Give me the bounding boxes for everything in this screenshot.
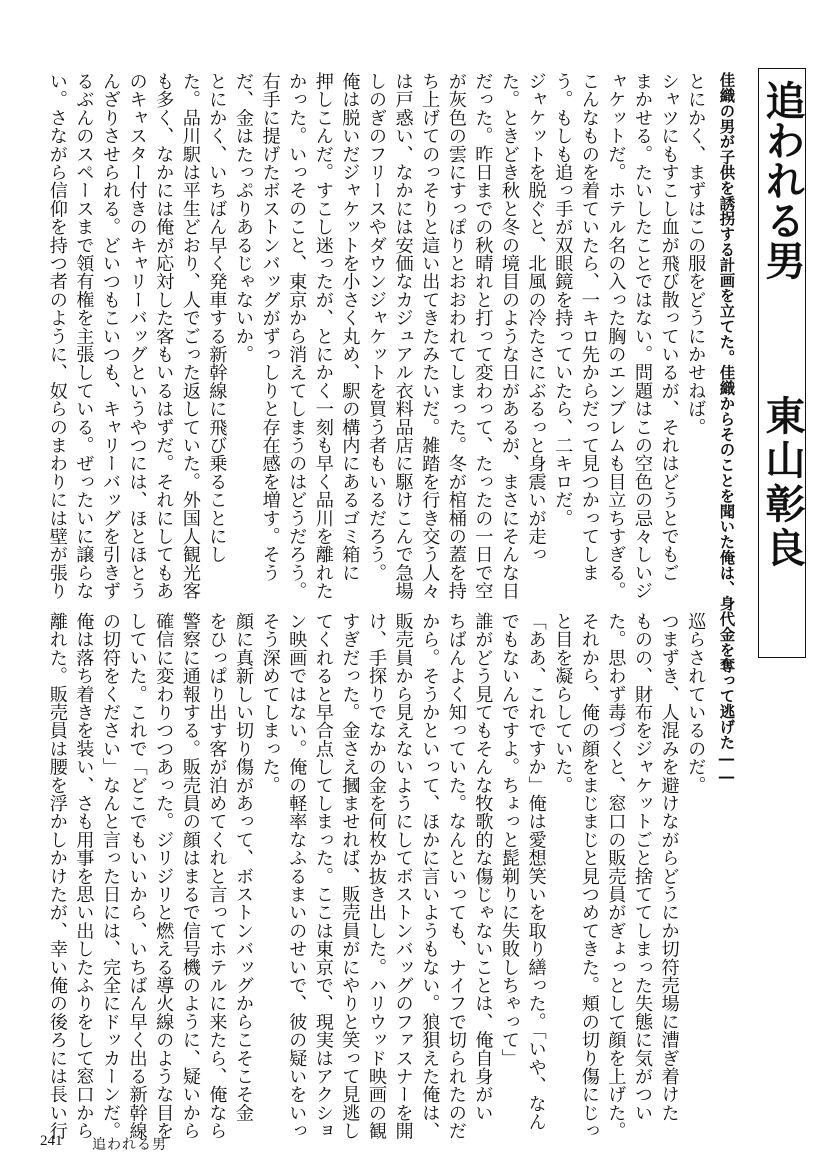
text-column: だった。昨日までの秋晴れと打って変わって、たったの一日で空 bbox=[472, 72, 494, 600]
text-column: 巡らされているのだ。 bbox=[685, 612, 707, 794]
text-column: てくれると早合点してしまった。ここは東京で、現実はアクショ bbox=[312, 612, 334, 1140]
text-column: 俺は脱いだジャケットを小さく丸め、駅の構内にあるゴミ箱に bbox=[339, 72, 361, 582]
text-column: と目を凝らしていた。 bbox=[552, 612, 574, 794]
text-column: すぎだった。金さえ摑ませれば、販売員がにやりと笑って見逃し bbox=[339, 612, 361, 1140]
text-column: だ、金はたっぷりあるじゃないか。 bbox=[233, 72, 254, 364]
author-name: 東山彰良 bbox=[759, 395, 805, 571]
text-column: していた。これで「どこでもいいから、いちばん早く出る新幹線 bbox=[126, 612, 148, 1140]
text-column: 右手に提げたボストンバッグがずっしりと存在感を増す。そう bbox=[259, 72, 281, 582]
page-number: 241 bbox=[40, 1133, 63, 1149]
text-column: 押しこんだ。すこし迷ったが、とにかく一刻も早く品川を離れた bbox=[312, 72, 334, 600]
text-column: しのぎのフリースやダウンジャケットを買う者もいるだろう。 bbox=[366, 72, 387, 582]
text-column: た。思わず毒づくと、窓口の販売員がぎょっとして顔を上げた。 bbox=[605, 612, 627, 1140]
text-column: た。品川駅は平生どおり、人でごった返していた。外国人観光客 bbox=[179, 72, 201, 600]
text-column: のキャスター付きのキャリーバッグというやつには、ほとほとう bbox=[126, 72, 148, 600]
text-column: ち上げてのっそりと這い出てきたみたいだ。雑踏を行き交う人々 bbox=[419, 72, 441, 600]
text-column: も多く、なかには俺が応対した客もいるはずだ。それにしてもあ bbox=[153, 72, 175, 600]
text-column: から。そうかといって、ほかに言いようもない。狼狽えた俺は、 bbox=[419, 612, 441, 1140]
text-column: 販売員から見えないようにしてボストンバッグのファスナーを開 bbox=[392, 612, 414, 1140]
text-column: は戸惑い、なかには安価なカジュアル衣料品店に駆けこんで急場 bbox=[392, 72, 414, 600]
text-column: い。さながら信仰を持つ者のように、奴らのまわりには壁が張り bbox=[46, 72, 68, 600]
lead-text: 佳織の男が子供を誘拐する計画を立てた。佳織からそのことを聞いた俺は、身代金を奪って逃げた―― bbox=[717, 72, 736, 786]
text-column: 誰がどう見てもそんな牧歌的な傷じゃないことは、俺自身がい bbox=[472, 612, 494, 1122]
text-column: た。ときどき秋と冬の境目のような日があるが、まさにそんな日 bbox=[499, 72, 520, 600]
story-title: 追われる男 bbox=[759, 80, 805, 280]
text-column: るぶんのスペースまで領有権を主張している。ぜったいに譲らな bbox=[73, 72, 95, 600]
text-column: ちばんよく知っていた。なんといっても、ナイフで切られたのだ bbox=[445, 612, 467, 1140]
text-column: け、手探りでなかの金を何枚か抜き出した。ハリウッド映画の観 bbox=[366, 612, 387, 1140]
text-column: んざりさせられる。どいつもこいつも、キャリーバッグを引きず bbox=[100, 72, 121, 600]
text-column: シャツにもすこし血が飛び散っているが、それはどうとでもご bbox=[658, 72, 680, 582]
text-column: う。もしも追っ手が双眼鏡を持っていたら、二キロだ。 bbox=[552, 72, 574, 527]
text-column: そう深めてしまった。 bbox=[259, 612, 281, 794]
running-title: 追われる男 bbox=[92, 1137, 167, 1153]
text-column: でもないんですよ。ちょっと髭剃りに失敗しちゃって」 bbox=[499, 612, 520, 1067]
text-column: かった。いっそのこと、東京から消えてしまうのはどうだろう。 bbox=[286, 72, 308, 600]
text-column: ン映画ではない。俺の軽率なふるまいのせいで、彼の疑いをいっ bbox=[286, 612, 308, 1140]
text-column: それから、俺の顔をまじまじと見つめてきた。頬の切り傷にじっ bbox=[578, 612, 600, 1140]
text-column: ものの、財布をジャケットごと捨ててしまった失態に気がつい bbox=[632, 612, 653, 1122]
text-column: 確信に変わりつつあった。ジリジリと燃える導火線のような目を bbox=[153, 612, 175, 1140]
text-column: 「ああ、これですか」俺は愛想笑いを取り繕った。「いや、なん bbox=[525, 612, 547, 1131]
text-column: をひっぱり出す客が泊めてくれと言ってホテルに来たら、俺なら bbox=[206, 612, 228, 1140]
text-column: ジャケットを脱ぐと、北風の冷たさにぶるっと身震いが走っ bbox=[525, 72, 547, 564]
text-column: が灰色の雲にすっぽりとおおわれてしまった。冬が棺桶の蓋を持 bbox=[445, 72, 467, 600]
text-column: こんなものを着ていたら、一キロ先からだって見つかってしま bbox=[578, 72, 600, 582]
text-column: 警察に通報する。販売員の顔はまるで信号機のように、疑いから bbox=[179, 612, 201, 1140]
text-column: 俺は落ち着きを装い、さも用事を思い出したふりをして窓口から bbox=[73, 612, 95, 1140]
text-column: とにかく、いちばん早く発車する新幹線に飛び乗ることにし bbox=[206, 72, 228, 564]
text-column: ャケットだ。ホテル名の入った胸のエンブレムも目立ちすぎる。 bbox=[605, 72, 627, 600]
text-column: の切符をください」なんと言った日には、完全にドッカーンだ。 bbox=[100, 612, 121, 1140]
text-column: 顔に真新しい切り傷があって、ボストンバッグからこそこそ金 bbox=[233, 612, 254, 1122]
text-column: とにかく、まずはこの服をどうにかせねば。 bbox=[685, 72, 707, 436]
text-column: つまずき、人混みを避けながらどうにか切符売場に漕ぎ着けた bbox=[658, 612, 680, 1122]
text-column: まかせる。たいしたことではない。問題はこの空色の忌々しいジ bbox=[632, 72, 653, 600]
text-column: 離れた。販売員は腰を浮かしかけたが、幸い俺の後ろには長い行 bbox=[46, 612, 68, 1140]
